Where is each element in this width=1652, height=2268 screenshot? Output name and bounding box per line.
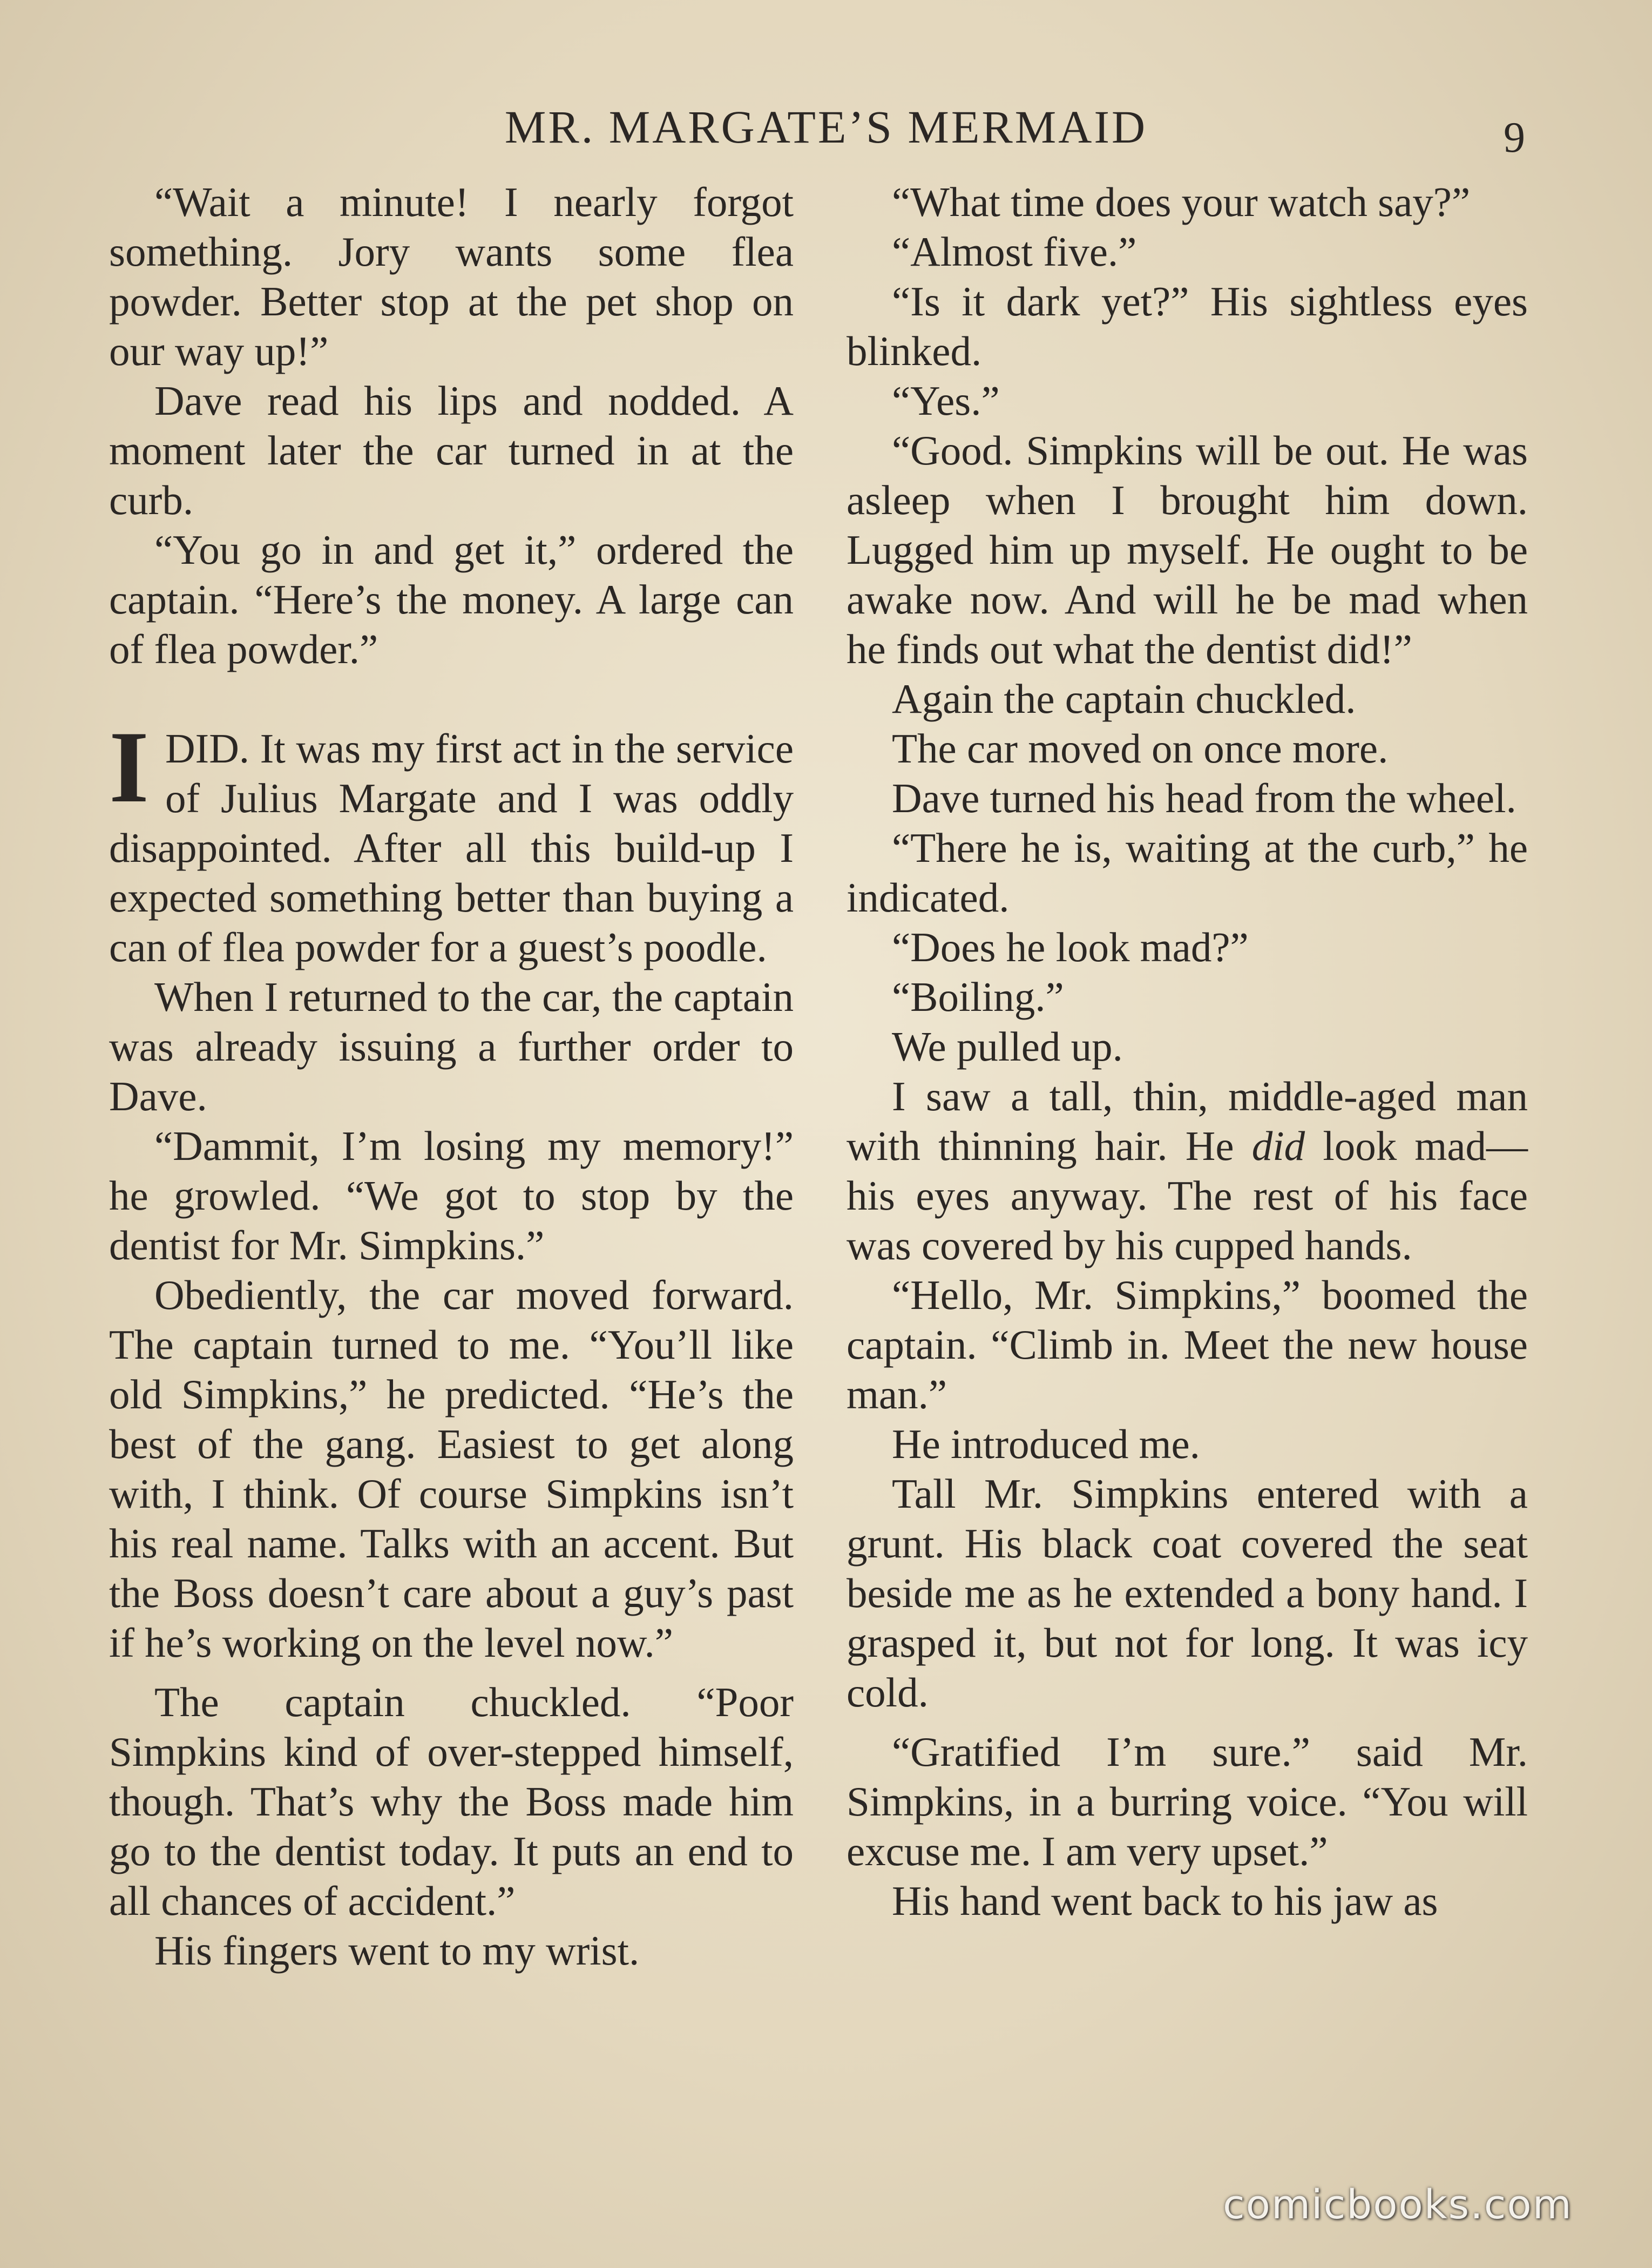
paragraph-text: I saw a tall, thin, middle-aged man with thinning hair. He [847, 1073, 1528, 1169]
paragraph: Again the captain chuckled. [892, 676, 1356, 722]
right-column [847, 177, 1528, 1926]
paragraph: The captain chuckled. “Poor Simpkins kind of over-stepped himself, though. That’s why the Boss made him go to the dentist today. It puts an end to all chances of accident.” [109, 1679, 794, 1924]
paragraph: “Good. Simpkins will be out. He was asleep when I brought him down. Lugged him up myself. He ought to be awake now. And will he be mad when he finds out what the dentist did!” [847, 427, 1528, 672]
emphasis-text: did [1251, 1123, 1305, 1169]
paragraph: “Wait a minute! I nearly forgot something. Jory wants some flea powder. Better stop at the pet shop on our way up!” [109, 179, 794, 374]
paragraph: “There he is, waiting at the curb,” he indicated. [847, 825, 1528, 921]
paragraph-text: look mad—his eyes anyway. The rest of his face was covered by his cupped hands. [847, 1123, 1528, 1268]
paragraph: His hand went back to his jaw as [892, 1878, 1438, 1924]
running-title: MR. MARGATE’S MERMAID [504, 101, 1148, 153]
paragraph: Obediently, the car moved forward. The captain turned to me. “You’ll like old Simpkins,” he predicted. “He’s the best of the gang. Easiest to get along with, I think. Of course Simpkins isn’t his real name. Talks with an accent. But the Boss doesn’t care about a guy’s past if he’s working on the level now.” [109, 1272, 794, 1666]
paragraph: “Does he look mad?” [892, 924, 1249, 970]
drop-cap: I [109, 711, 149, 824]
paragraph: “Hello, Mr. Simpkins,” boomed the captain. “Climb in. Meet the new house man.” [847, 1272, 1528, 1418]
paragraph: He introduced me. [892, 1421, 1200, 1467]
paragraph: The car moved on once more. [892, 725, 1389, 772]
paragraph-text: DID. It was my first act in the service of Julius Margate and I was oddly disappointed. After all this build-up I expected something better than buying a can of flea powder for a guest’s poodle. [109, 725, 794, 970]
paragraph: “Boiling.” [892, 974, 1064, 1020]
paragraph: We pulled up. [892, 1023, 1123, 1070]
paragraph: Dave read his lips and nodded. A moment later the car turned in at the curb. [109, 377, 794, 523]
page-number: 9 [1504, 114, 1525, 161]
paragraph: “What time does your watch say?” [892, 179, 1471, 225]
paragraph: Tall Mr. Simpkins entered with a grunt. His black coat covered the seat beside me as he extended a bony hand. I grasped it, but not for long. It was icy cold. [847, 1470, 1528, 1716]
paragraph: Dave turned his head from the wheel. [892, 775, 1516, 821]
paragraph: “Gratified I’m sure.” said Mr. Simpkins, in a burring voice. “You will excuse me. I am very upset.” [847, 1729, 1528, 1874]
paragraph: “Dammit, I’m losing my memory!” he growled. “We got to stop by the dentist for Mr. Simpkins.” [109, 1123, 794, 1268]
paragraph: His fingers went to my wrist. [154, 1927, 640, 1974]
paragraph: “Almost five.” [892, 228, 1137, 275]
watermark: comicbooks.com [1223, 2182, 1573, 2228]
paragraph [847, 1071, 1528, 1270]
paragraph: When I returned to the car, the captain was already issuing a further order to Dave. [109, 974, 794, 1119]
paragraph: “Yes.” [892, 377, 1000, 424]
paragraph: “You go in and get it,” ordered the captain. “Here’s the money. A large can of flea powder.” [109, 526, 794, 672]
left-column [109, 177, 794, 1975]
section-opening-paragraph [109, 711, 794, 972]
paragraph: “Is it dark yet?” His sightless eyes blinked. [847, 278, 1528, 374]
